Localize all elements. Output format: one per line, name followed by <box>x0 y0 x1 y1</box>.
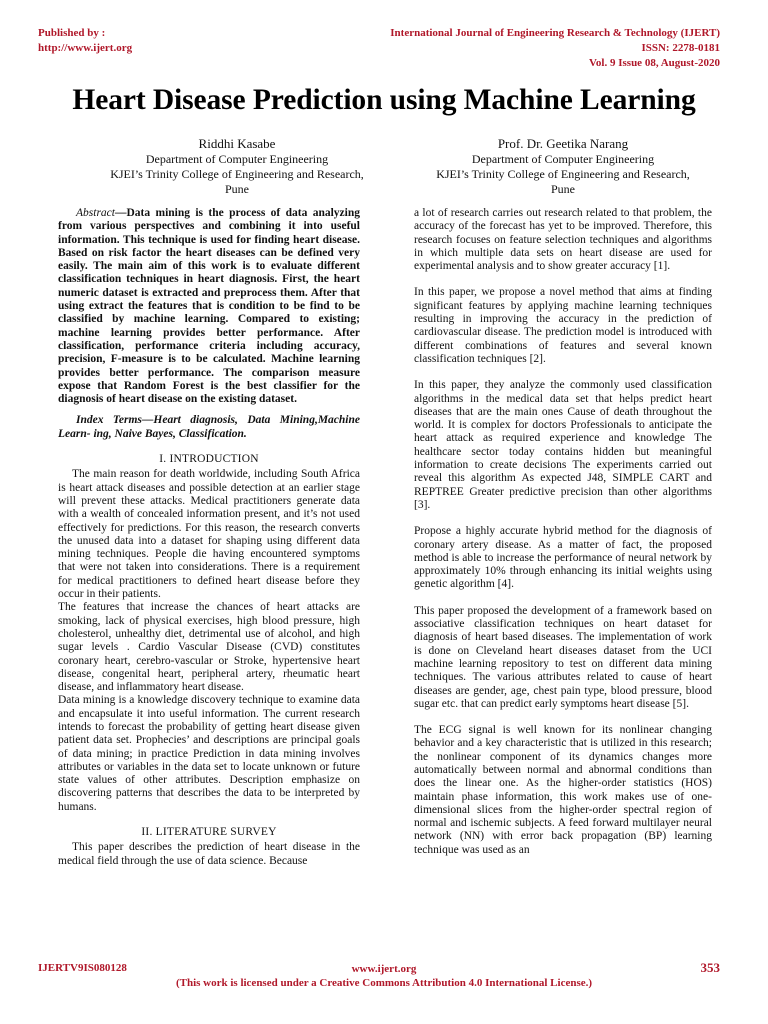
author-department: Department of Computer Engineering <box>145 152 329 166</box>
author-city: Pune <box>225 182 249 196</box>
abstract-text: —Data mining is the process of data analyzing from various perspectives and combining it into useful information. This technique is used for finding heart disease. Based on risk factor the heart diseases can be defined very easily. The main aim of this work is to evaluate different classification techniques in heart diagnosis. First, the heart numeric dataset is extracted and preprocess them. After that using extract the features that is condition to be find to be classified by machine learning. Compared to existing; machine learning provides better performance. After classification, performance criteria including accuracy, precision, F-measure is to be calculated. Machine learning provides better performance. The comparison measure expose that Random Forest is the best classifier for the diagnosis of heart disease on the existing dataset. <box>58 207 360 406</box>
body-paragraph: In this paper, we propose a novel method that aims at finding significant features by applying machine learning techniques resulting in improving the accuracy in the prediction of cardiovascular disease. The prediction model is introduced with different combinations of features and several known classification techniques [2]. <box>414 286 712 365</box>
header-left <box>38 26 132 56</box>
left-column <box>58 207 360 868</box>
literature-paragraph: This paper describes the prediction of heart disease in the medical field through the use of data science. Because <box>58 841 360 867</box>
journal-name: International Journal of Engineering Research & Technology (IJERT) <box>390 27 720 39</box>
publisher-url[interactable]: http://www.ijert.org <box>38 42 133 54</box>
author-block-2 <box>418 136 708 197</box>
page-number: 353 <box>700 960 720 975</box>
author-block-1 <box>92 136 382 197</box>
paper-id: IJERTV9IS080128 <box>38 962 127 974</box>
abstract <box>58 207 360 406</box>
body-paragraph: Propose a highly accurate hybrid method for the diagnosis of coronary artery disease. As a matter of fact, the proposed method is able to increase the performance of neural network by approximately 10% through enhancing its initial weights using genetic algorithm [4]. <box>414 525 712 591</box>
intro-paragraph: The features that increase the chances of heart attacks are smoking, lack of physical exercises, high blood pressure, high cholesterol, unhealthy diet, detrimental use of alcohol, and high sugar levels . Cardio Vascular Disease (CVD) constitutes coronary heart, cerebro-vascular or Stroke, hypertensive heart disease, congenital heart, peripheral artery, rheumatic heart disease, and inflammatory heart disease. <box>58 601 360 694</box>
author-city: Pune <box>551 182 575 196</box>
section-heading-introduction: I. INTRODUCTION <box>159 453 259 466</box>
body-paragraph: The ECG signal is well known for its nonlinear changing behavior and a key characteristic that is utilized in this research; the nonlinear component of its dynamics changes more automatically between normal and abnormal conditions than does the linear one. As the higher-order statistics (HOS) maintain phase information, this work makes use of one-dimensional slices from the higher-order spectral region of normal and ischemic subjects. A feed forward multilayer neural network (NN) with error back propagation (BP) learning technique was used as an <box>414 724 712 856</box>
body-paragraph: In this paper, they analyze the commonly used classification algorithms in the medical data set that helps predict heart diseases that are the main ones Cause of death throughout the world. It is complex for doctors Professionals to anticipate the heart attack as required experience and knowledge The healthcare sector today contains hidden but meaningful information to create decisions The experiments carried out reveal this algorithm As expected J48, SIMPLE CART and REPTREE Greater predictive precision than other algorithms [3]. <box>414 379 712 511</box>
license-note: (This work is licensed under a Creative Commons Attribution 4.0 International License.) <box>175 977 593 989</box>
author-college: KJEI’s Trinity College of Engineering and Research, <box>110 167 364 181</box>
right-column <box>414 207 712 870</box>
section-heading-literature-survey: II. LITERATURE SURVEY <box>141 826 277 839</box>
abstract-label: Abstract <box>76 207 115 219</box>
header-right <box>390 26 720 71</box>
footer-center <box>0 962 768 990</box>
published-by: Published by : <box>38 27 106 39</box>
volume-issue: Vol. 9 Issue 08, August-2020 <box>588 57 720 69</box>
index-terms-text: —Heart diagnosis, Data Mining,Machine Learn- ing, Naive Bayes, Classification. <box>58 414 360 440</box>
index-terms-label: Index Terms <box>76 414 142 427</box>
intro-paragraph: The main reason for death worldwide, including South Africa is heart attack diseases and possible detection at an earlier stage will prevent these attacks. Medical practitioners generate data with a wealth of concealed information present, and it’s not used effectively for predictions. For this reason, the research converts the unused data into a dataset for shaping using different data mining techniques. People die having encountered symptoms that were not taken into considerations. There is a requirement for medical practitioners to defined heart disease before they occur in their patients. <box>58 468 360 601</box>
body-paragraph: This paper proposed the development of a framework based on associative classification techniques on heart dataset for diagnosis of heart based diseases. The implementation of work is done on Cleveland heart diseases dataset from the UCI machine learning repository to test on different data mining techniques. The various attributes related to cause of heart diseases are gender, age, chest pain type, blood pressure, blood sugar etc. that can predict early symptoms heart disease [5]. <box>414 604 712 710</box>
paper-title: Heart Disease Prediction using Machine Learning <box>72 84 696 116</box>
intro-paragraph: Data mining is a knowledge discovery technique to examine data and encapsulate it into useful information. The current research intends to forecast the probability of getting heart disease given patient data set. Prophecies’ and descriptions are principal goals of data mining; in practice Prediction in data mining involves attributes or variables in the data set to locate unknown or future state values of other attributes. Description emphasize on discovering patterns that describes the data to be interpreted by humans. <box>58 694 360 813</box>
index-terms <box>58 414 360 441</box>
author-department: Department of Computer Engineering <box>471 152 655 166</box>
footer-url[interactable]: www.ijert.org <box>351 963 417 975</box>
author-name: Prof. Dr. Geetika Narang <box>497 136 629 151</box>
issn: ISSN: 2278-0181 <box>641 42 720 54</box>
author-college: KJEI’s Trinity College of Engineering and Research, <box>436 167 690 181</box>
author-name: Riddhi Kasabe <box>198 136 276 151</box>
body-paragraph: a lot of research carries out research related to that problem, the accuracy of the forecast has yet to be improved. Therefore, this research focuses on feature selection techniques and algorithms in which multiple data sets on heart disease are used for experimental analysis and to show greater accuracy [1]. <box>414 207 712 273</box>
